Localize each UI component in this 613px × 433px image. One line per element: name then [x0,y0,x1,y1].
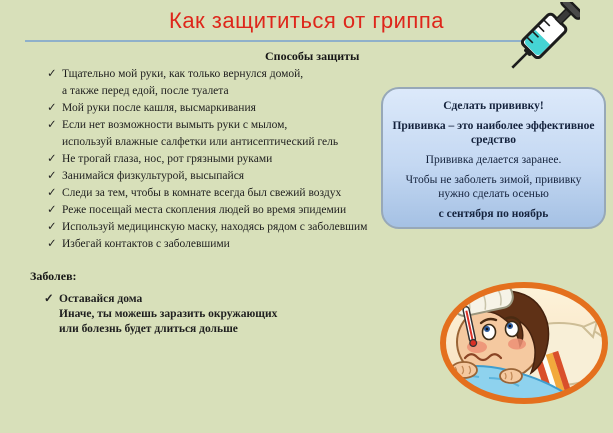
list-item [47,151,387,168]
list-item [47,236,387,253]
list-item-line: Если нет возможности вымыть руки с мылом, [62,119,288,131]
check-icon: ✓ [47,153,57,165]
list-item-line: Используй медицинскую маску, находясь рядом с заболевшим [62,221,368,233]
list-item [47,66,387,100]
list-item-line: Не трогай глаза, нос, рот грязными руками [62,153,273,165]
list-item-line: Занимайся физкультурой, высыпайся [62,170,245,182]
vaccine-box-title: Сделать прививку! [443,100,544,112]
sick-list-item [44,292,374,337]
sick-boy-in-bed-illustration [437,280,611,410]
title-underline [25,40,536,42]
vaccine-box-line: Прививка – это наиболее эффективное средство [392,120,595,147]
check-icon: ✓ [47,119,57,131]
check-icon: ✓ [47,170,57,182]
check-icon: ✓ [44,293,54,305]
list-item-line: Следи за тем, чтобы в комнате всегда был свежий воздух [62,187,342,199]
list-item [47,202,387,219]
sick-item-title: Оставайся дома [59,293,143,305]
list-item [47,100,387,117]
vaccine-box-line: с сентября по ноябрь [438,208,549,221]
check-icon: ✓ [47,68,57,80]
vaccination-callout-box [381,87,606,229]
list-item-line: Реже посещай места скопления людей во время эпидемии [62,204,347,216]
list-item [47,219,387,236]
check-icon: ✓ [47,238,57,250]
check-icon: ✓ [47,187,57,199]
list-item-line: а также перед едой, после туалета [62,85,229,97]
vaccine-box-line: Прививка делается заранее. [425,154,562,167]
sick-item-line: Иначе, ты можешь заразить окружающих [59,308,278,320]
list-item-line: Тщательно мой руки, как только вернулся домой, [62,68,304,80]
methods-heading: Способы защиты [265,49,360,63]
syringe-icon [500,2,580,90]
page-title: Как защититься от гриппа [169,8,444,33]
list-item [47,168,387,185]
list-item [47,117,387,151]
protection-checklist [47,66,387,253]
sick-section-heading: Заболев: [30,269,77,283]
list-item [47,185,387,202]
list-item-line: Избегай контактов с заболевшими [62,238,230,250]
vaccine-box-line: Чтобы не заболеть зимой, прививку нужно сделать осенью [405,174,582,201]
check-icon: ✓ [47,221,57,233]
list-item-line: Мой руки после кашля, высмаркивания [62,102,256,114]
list-item-line: используй влажные салфетки или антисептический гель [62,136,339,148]
check-icon: ✓ [47,204,57,216]
sick-item-line: или болезнь будет длиться дольше [59,323,238,335]
check-icon: ✓ [47,102,57,114]
